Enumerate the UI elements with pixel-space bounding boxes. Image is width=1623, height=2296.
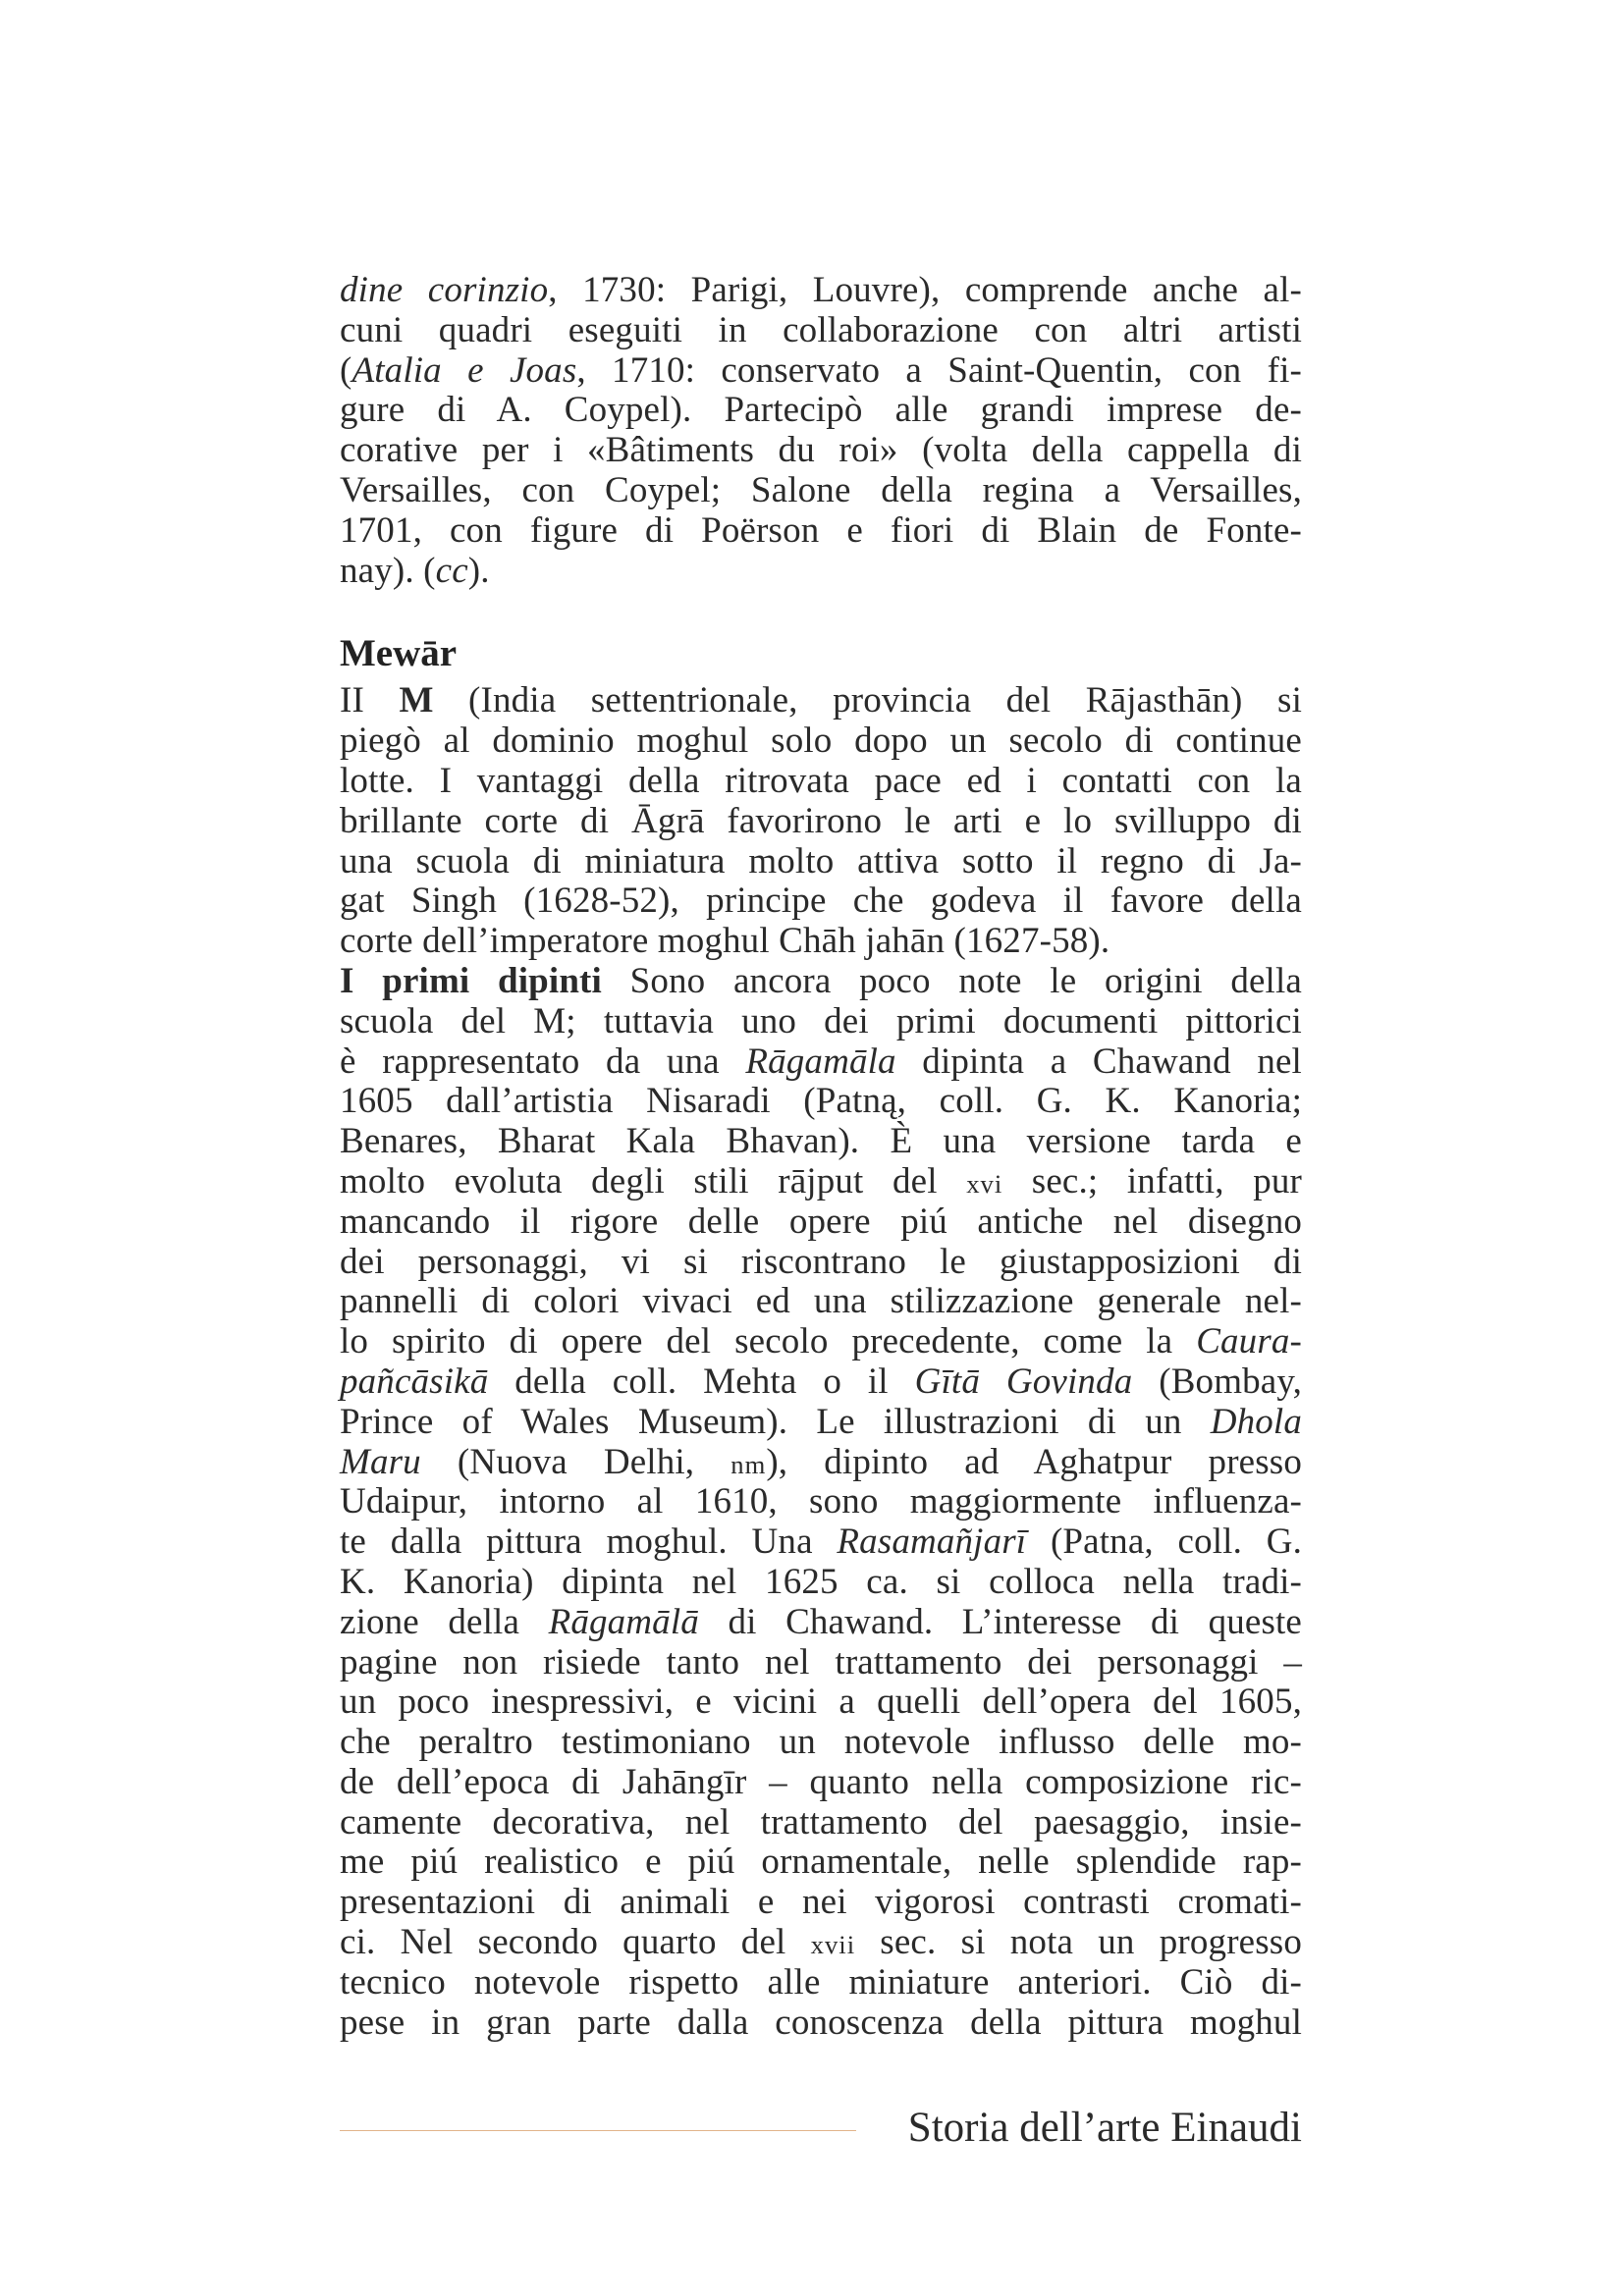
text-line (340, 1803, 1302, 1843)
text-line (340, 471, 1302, 511)
text-line (340, 311, 1302, 351)
text-run: K. Kanoria) dipinta nel 1625 ca. si colloca nella tradi- (340, 1561, 1302, 1602)
text-run: Benares, Bharat Kala Bhavan). È una versione tarda e (340, 1121, 1302, 1162)
text-run: lo spirito di opere del secolo precedente, come la (340, 1321, 1197, 1362)
text-run: mancando il rigore delle opere piú antiche nel disegno (340, 1201, 1302, 1242)
text-run: M (399, 680, 434, 721)
text-run: zione della (340, 1601, 549, 1642)
text-run: Rasamañjarī (837, 1522, 1027, 1563)
text-line (340, 1603, 1302, 1643)
text-run: gat Singh (1628-52), principe che godeva il favore della (340, 881, 1302, 922)
text-run: dine corinzio (340, 270, 549, 310)
text-run: (India settentrionale, provincia del Rājasthān) si (433, 680, 1303, 721)
text-run: 1605 dall’artistia Nisaradi (Patną, coll. G. K. Kanoria; (340, 1081, 1302, 1122)
text-run: camente decorativa, nel trattamento del paesaggio, insie- (340, 1801, 1302, 1842)
text-run: , 1710: conservato a Saint-Quentin, con fi- (576, 349, 1302, 391)
text-run: ( (340, 349, 352, 391)
text-run: cuni quadri eseguiti in collaborazione con altri artisti (340, 309, 1302, 350)
text-line (340, 1282, 1302, 1322)
text-line (340, 391, 1302, 431)
text-run: molto evoluta degli stili rājput del (340, 1160, 967, 1201)
text-line (340, 1883, 1302, 1923)
text-run: Dhola (1210, 1401, 1302, 1442)
text-run: Sono ancora poco note le origini della (601, 960, 1302, 1001)
text-line (340, 1923, 1302, 1963)
text-line (340, 1202, 1302, 1243)
text-line (340, 2003, 1302, 2044)
text-run: 1701, con figure di Poërson e fiori di Blain de Fonte- (340, 509, 1302, 551)
text-line (340, 1842, 1302, 1883)
text-run: Rāgamālā (548, 1601, 699, 1642)
text-run: un poco inespressivi, e vicini a quelli dell’opera del 1605, (340, 1682, 1302, 1723)
text-run: Prince of Wales Museum). Le illustrazioni di un (340, 1401, 1211, 1442)
text-line (340, 511, 1302, 552)
text-run: ). (467, 550, 490, 591)
text-run: che peraltro testimoniano un notevole influsso delle mo- (340, 1722, 1302, 1763)
text-run: I primi dipinti (340, 960, 602, 1001)
text-run: (Bombay, (1132, 1361, 1302, 1402)
text-line (340, 1042, 1302, 1083)
text-run: pese in gran parte dalla conoscenza della pittura moghul (340, 2002, 1302, 2043)
text-run: corative per i «Bâtiments du roi» (volta della cappella di (340, 430, 1302, 471)
text-line (340, 1643, 1302, 1683)
text-line (340, 881, 1302, 922)
text-run: scuola del M; tuttavia uno dei primi documenti pittorici (340, 1000, 1302, 1041)
text-line (340, 1963, 1302, 2003)
text-run: xvi (966, 1168, 1003, 1199)
text-line (340, 842, 1302, 882)
text-run: nm (730, 1449, 767, 1479)
text-run: sec. si nota un progresso (855, 1922, 1302, 1963)
mewar-entry (340, 681, 1302, 2043)
page-body (340, 271, 1302, 2043)
text-run: piegò al dominio moghul solo dopo un secolo di continue (340, 721, 1302, 762)
text-line (340, 1322, 1302, 1362)
text-line (340, 1403, 1302, 1443)
text-line (340, 351, 1302, 392)
text-run: gure di A. Coypel). Partecipò alle grandi imprese de- (340, 390, 1302, 431)
text-run: pagine non risiede tanto nel trattamento dei personaggi – (340, 1641, 1302, 1682)
publisher-name: Storia dell’arte Einaudi (907, 2105, 1302, 2151)
text-line (340, 1002, 1302, 1042)
text-run: , 1730: Parigi, Louvre), comprende anche al- (548, 270, 1302, 310)
text-run: nay). ( (340, 550, 436, 591)
text-line (340, 762, 1302, 802)
text-run: Atalia e Joas (352, 349, 577, 391)
text-line (340, 962, 1302, 1002)
text-run: ), dipinto ad Aghatpur presso (766, 1441, 1302, 1482)
text-run: dipinta a Chawand nel (895, 1041, 1302, 1082)
text-line (340, 1162, 1302, 1202)
text-run: Caura- (1196, 1321, 1302, 1362)
text-line (340, 1482, 1302, 1522)
text-run: sec.; infatti, pur (1002, 1160, 1302, 1201)
text-run: (Nuova Delhi, (420, 1441, 731, 1482)
text-run: tecnico notevole rispetto alle miniature anteriori. Ciò di- (340, 1961, 1302, 2002)
text-run: II (340, 680, 400, 721)
text-line (340, 1763, 1302, 1803)
text-line (340, 721, 1302, 762)
text-run: una scuola di miniatura molto attiva sotto il regno di Ja- (340, 840, 1302, 881)
text-line (340, 1563, 1302, 1603)
footer-rule (340, 2130, 856, 2131)
text-run: presentazioni di animali e nei vigorosi contrasti cromati- (340, 1882, 1302, 1923)
text-run: ci. Nel secondo quarto del (340, 1922, 811, 1963)
text-run: Maru (340, 1441, 421, 1482)
text-run: me piú realistico e piú ornamentale, nelle splendide rap- (340, 1842, 1302, 1883)
text-line (340, 1362, 1302, 1403)
text-line (340, 1522, 1302, 1563)
text-line (340, 1443, 1302, 1483)
section-title: Mewār (340, 632, 458, 675)
text-line (340, 1682, 1302, 1723)
text-run: Versailles, con Coypel; Salone della regina a Versailles, (340, 469, 1302, 510)
text-run: te dalla pittura moghul. Una (340, 1522, 838, 1563)
text-run: de dell’epoca di Jahāngīr – quanto nella composizione ric- (340, 1761, 1302, 1802)
page-footer (340, 2099, 1302, 2158)
text-line (340, 552, 1302, 592)
text-run: cc (435, 550, 468, 591)
text-line (340, 1723, 1302, 1763)
continued-paragraph (340, 271, 1302, 591)
text-line (340, 802, 1302, 842)
text-run: (Patna, coll. G. (1026, 1522, 1302, 1563)
text-run: xvii (810, 1930, 856, 1960)
text-run: di Chawand. L’interesse di queste (698, 1601, 1302, 1642)
text-line (340, 431, 1302, 471)
text-run: brillante corte di Āgrā favorirono le arti e lo svilluppo di (340, 800, 1302, 841)
text-run: corte dell’imperatore moghul Chāh jahān (1627-58). (340, 921, 1110, 962)
text-run: lotte. I vantaggi della ritrovata pace ed i contatti con la (340, 760, 1302, 801)
text-run: dei personaggi, vi si riscontrano le giustapposizioni di (340, 1241, 1302, 1282)
text-run: della coll. Mehta o il (488, 1361, 915, 1402)
text-run: Udaipur, intorno al 1610, sono maggiormente influenza- (340, 1481, 1302, 1522)
text-line (340, 681, 1302, 721)
text-run: pañcāsikā (340, 1361, 489, 1402)
text-run: pannelli di colori vivaci ed una stilizzazione generale nel- (340, 1281, 1302, 1322)
text-run: è rappresentato da una (340, 1041, 746, 1082)
text-run: Gītā Govinda (914, 1361, 1133, 1402)
text-run: Rāgamāla (745, 1041, 896, 1082)
text-line (340, 1082, 1302, 1122)
text-line (340, 922, 1302, 962)
text-line (340, 1243, 1302, 1283)
text-line (340, 271, 1302, 311)
text-line (340, 1122, 1302, 1162)
